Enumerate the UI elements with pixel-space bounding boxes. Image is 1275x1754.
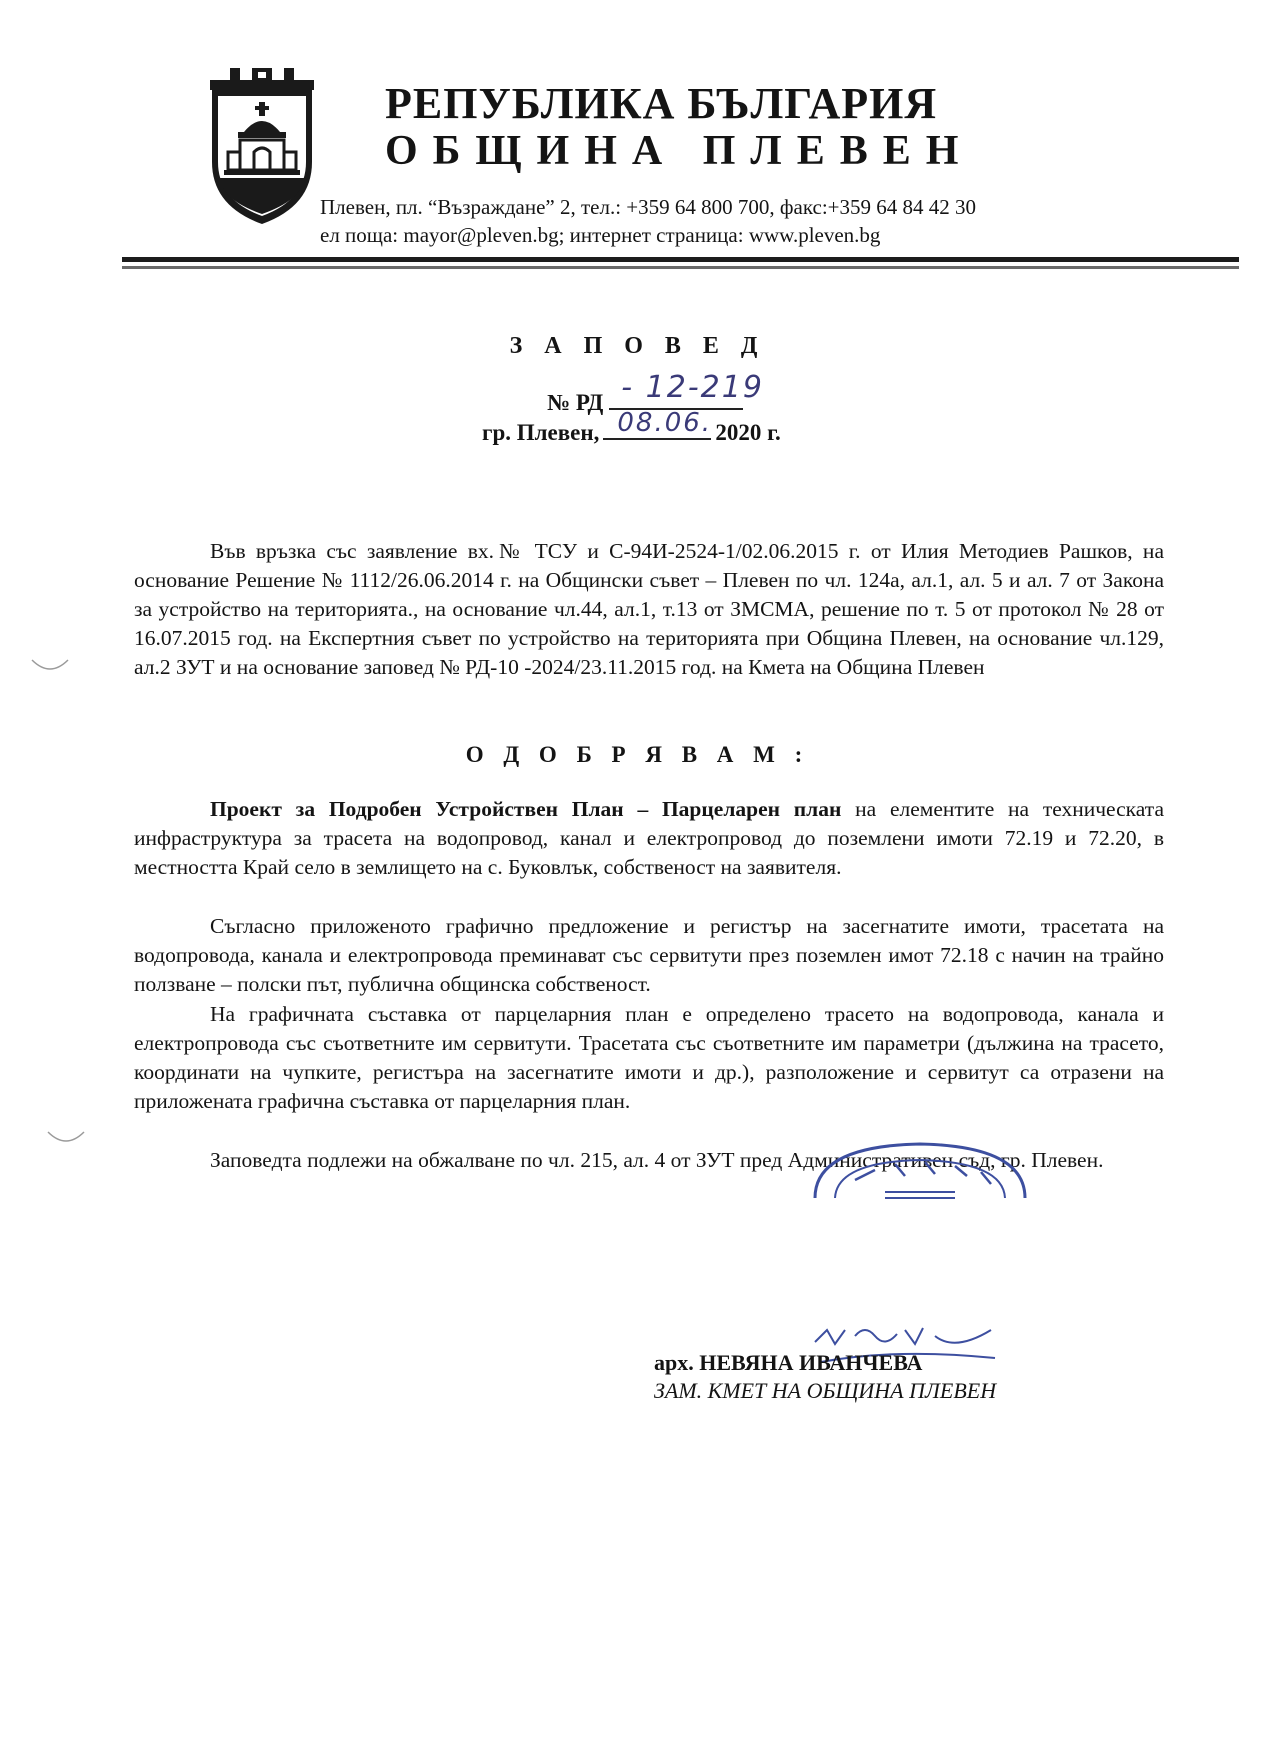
graphic-component-paragraph: На графичната съставка от парцеларния план е определено трасето на водопровода, канала и електропровода със съответните им сервитути. Трасетата със съответните им параметри (дължина на трасето, координати на чупките, регистъра на засегнатите имоти и др.), разположение и сервитут са отразени на приложената графична съставка от парцеларния план. <box>134 1002 1164 1113</box>
signatory-name: арх. НЕВЯНА ИВАНЧЕВА <box>654 1350 923 1375</box>
intro-paragraph: Във връзка със заявление вх.№ ТСУ и С-94И-2524-1/02.06.2015 г. от Илия Методиев Рашков, на основание Решение № 1112/26.06.2014 г. на Общински съвет – Плевен по чл. 124а, ал.1, ал. 5 и ал. 7 от Закона за устройство на територията., на основание чл.44, ал.1, т.13 от ЗМСМА, решение по т. 5 от протокол № 28 от 16.07.2015 год. на Експертния съвет по устройство на територията при Община Плевен, на основание чл.129, ал.2 ЗУТ и на основание заповед № РД-10 -2024/23.11.2015 год. на Кмета на Община Плевен <box>134 539 1164 679</box>
handwritten-date: 08.06. <box>617 408 713 438</box>
project-paragraph <box>134 795 1164 882</box>
contact-address-line: Плевен, пл. “Възраждане” 2, тел.: +359 64 800 700, факс:+359 64 84 42 30 <box>320 195 976 219</box>
year-label: 2020 г. <box>715 420 781 445</box>
contact-email-line: ел поща: mayor@pleven.bg; интернет страница: www.pleven.bg <box>320 223 881 247</box>
punch-hole-mark <box>46 1128 86 1150</box>
country-title: РЕПУБЛИКА БЪЛГАРИЯ <box>385 79 938 128</box>
municipality-title: ОБЩИНА ПЛЕВЕН <box>385 128 974 174</box>
signatory-title: ЗАМ. КМЕТ НА ОБЩИНА ПЛЕВЕН <box>654 1378 997 1403</box>
official-stamp <box>805 1140 1035 1200</box>
handwritten-order-number: - 12-219 <box>621 370 764 405</box>
header-divider-thin <box>122 266 1239 269</box>
project-description: на елементите на техническата инфраструктура за трасета на водопровод, канал и електропровод до поземлени имоти 72.19 и 72.20, в местността Край село в землището на с. Буковлък, собственост на заявителя. <box>134 797 1164 879</box>
order-number-field <box>609 370 764 410</box>
place-label: гр. Плевен, <box>482 420 600 445</box>
easement-paragraph: Съгласно приложеното графично предложение и регистър на засегнатите имоти, трасетата на водопровода, канала и електропровода преминават със сервитути през поземлен имот 72.18 с начин на трайно ползване – полски път, публична общинска собственост. <box>134 914 1164 996</box>
approve-heading: О Д О Б Р Я В А М : <box>465 742 810 767</box>
date-field <box>603 408 713 440</box>
order-place-date <box>482 408 781 446</box>
project-title: Проект за Подробен Устройствен План – Парцеларен план <box>210 797 842 821</box>
order-number-label: № РД <box>547 390 604 415</box>
punch-hole-mark <box>30 656 70 678</box>
pleven-crest-logo <box>208 66 316 226</box>
appeal-paragraph: Заповедта подлежи на обжалване по чл. 215, ал. 4 от ЗУТ пред Административен съд, гр. Плевен. <box>210 1148 1104 1172</box>
header-divider-thick <box>122 257 1239 262</box>
order-heading: З А П О В Е Д <box>509 333 766 359</box>
